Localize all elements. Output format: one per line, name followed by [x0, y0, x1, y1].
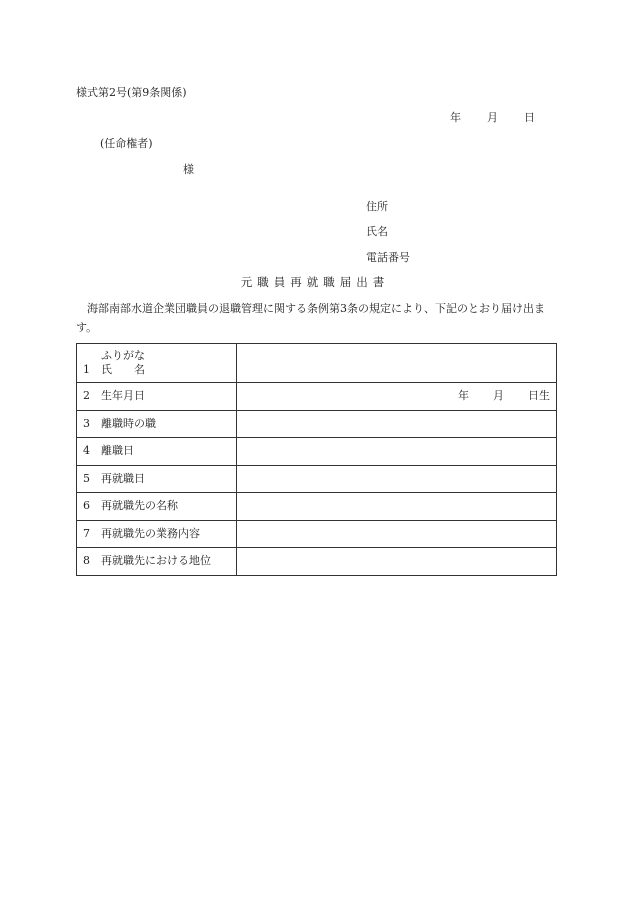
notification-table	[76, 343, 557, 576]
row-label-position-at-retirement	[77, 410, 237, 438]
employer-name-value-cell[interactable]	[237, 493, 557, 521]
honorific-label: 様	[183, 163, 194, 176]
birthdate-value-cell[interactable]	[237, 383, 557, 411]
row-number: 5	[83, 471, 90, 485]
birth-month-label: 月	[493, 389, 504, 403]
form-number: 様式第2号(第9条関係)	[76, 86, 187, 99]
table-row	[77, 344, 557, 383]
row-label-employer-name	[77, 493, 237, 521]
row-number: 7	[83, 526, 90, 540]
table-row	[77, 383, 557, 411]
row-number: 6	[83, 499, 90, 513]
employer-position-label: 再就職先における地位	[101, 554, 211, 568]
table-row	[77, 465, 557, 493]
phone-label: 電話番号	[366, 251, 410, 264]
table-row	[77, 493, 557, 521]
row-number: 8	[83, 554, 90, 568]
birth-year-label: 年	[458, 389, 469, 403]
retirement-date-label: 離職日	[101, 444, 134, 458]
table-row	[77, 520, 557, 548]
row-number: 3	[83, 416, 90, 430]
row-label-employer-business	[77, 520, 237, 548]
birth-day-label: 日生	[528, 389, 550, 403]
document-title: 元職員再就職届出書	[240, 275, 390, 289]
date-month-label: 月	[487, 111, 498, 124]
name-field-label: 氏 名	[101, 363, 145, 376]
employer-name-label: 再就職先の名称	[101, 499, 178, 513]
retirement-date-value-cell[interactable]	[237, 438, 557, 466]
name-label: 氏名	[366, 225, 388, 238]
appointer-label: (任命権者)	[100, 137, 153, 150]
birthdate-label: 生年月日	[101, 389, 145, 403]
date-day-label: 日	[524, 111, 535, 124]
address-label: 住所	[366, 200, 388, 213]
position-at-retirement-value-cell[interactable]	[237, 410, 557, 438]
row-number: 1	[83, 363, 90, 376]
date-year-label: 年	[450, 111, 461, 124]
employer-business-label: 再就職先の業務内容	[101, 526, 200, 540]
employer-business-value-cell[interactable]	[237, 520, 557, 548]
submission-date	[450, 111, 535, 125]
name-value-cell[interactable]	[237, 344, 557, 383]
body-text: 海部南部水道企業団職員の退職管理に関する条例第3条の規定により、下記のとおり届け出ます。	[76, 302, 545, 334]
table-row	[77, 410, 557, 438]
row-label-reemployment-date	[77, 465, 237, 493]
reemployment-date-label: 再就職日	[101, 471, 145, 485]
row-number: 4	[83, 444, 90, 458]
employer-position-value-cell[interactable]	[237, 548, 557, 576]
position-at-retirement-label: 離職時の職	[101, 416, 156, 430]
reemployment-date-value-cell[interactable]	[237, 465, 557, 493]
furigana-label: ふりがな	[101, 349, 145, 362]
row-label-name	[77, 344, 237, 383]
table-row	[77, 438, 557, 466]
row-label-employer-position	[77, 548, 237, 576]
row-label-birthdate	[77, 383, 237, 411]
table-row	[77, 548, 557, 576]
row-label-retirement-date	[77, 438, 237, 466]
row-number: 2	[83, 389, 90, 403]
